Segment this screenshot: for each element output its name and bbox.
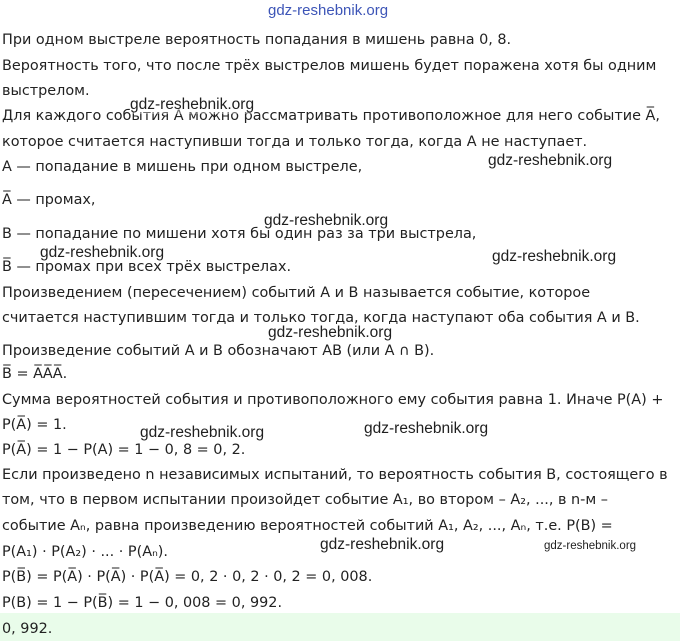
text-line-1: При одном выстреле вероятность попадания в мишень равна 0, 8. xyxy=(2,32,512,48)
watermark-9: gdz-reshebnik.org xyxy=(320,536,445,553)
text-line-3: выстрелом. xyxy=(2,83,90,99)
text-line-5: которое считается наступивши тогда и только тогда, когда A не наступает. xyxy=(2,134,588,150)
text-line-4: Для каждого события A можно рассматривать противоположное для него событие A̅, xyxy=(2,108,660,124)
text-line-6: A — попадание в мишень при одном выстреле, xyxy=(2,159,363,175)
watermark-top: gdz-reshebnik.org xyxy=(268,2,389,19)
text-line-16: P(A̅) = 1 − P(A) = 1 − 0, 8 = 0, 2. xyxy=(2,442,246,458)
watermark-3: gdz-reshebnik.org xyxy=(264,212,389,229)
watermark-2: gdz-reshebnik.org xyxy=(488,152,613,169)
text-line-10: Произведением (пересечением) событий A и B называется событие, которое xyxy=(2,285,591,301)
text-line-15: P(A̅) = 1. xyxy=(2,417,67,433)
watermark-1: gdz-reshebnik.org xyxy=(130,96,255,113)
text-line-18: том, что в первом испытании произойдет событие A₁, во втором – A₂, ..., в n-м – xyxy=(2,492,608,508)
watermark-7: gdz-reshebnik.org xyxy=(140,424,265,441)
text-line-20: P(A₁) · P(A₂) · ... · P(Aₙ). xyxy=(2,544,168,560)
text-line-7: A̅ — промах, xyxy=(2,192,96,208)
text-line-17: Если произведено n независимых испытаний, то вероятность события B, состоящего в xyxy=(2,467,668,483)
watermark-5: gdz-reshebnik.org xyxy=(492,248,617,265)
watermark-10: gdz-reshebnik.org xyxy=(544,540,637,552)
text-line-2: Вероятность того, что после трёх выстрелов мишень будет поражена хотя бы одним xyxy=(2,58,657,74)
text-line-14: Сумма вероятностей события и противоположного ему события равна 1. Иначе P(A) + xyxy=(2,392,664,408)
text-line-19: событие Aₙ, равна произведению вероятностей событий A₁, A₂, ..., Aₙ, т.е. P(B) = xyxy=(2,518,613,534)
text-line-12: Произведение событий A и B обозначают AB (или A ∩ B). xyxy=(2,343,435,359)
text-line-23: 0, 992. xyxy=(2,621,53,637)
text-line-11: считается наступившим тогда и только тогда, когда наступают оба события A и B. xyxy=(2,310,640,326)
text-line-22: P(B) = 1 − P(B̅) = 1 − 0, 008 = 0, 992. xyxy=(2,595,283,611)
text-line-8: B — попадание по мишени хотя бы один раз за три выстрела, xyxy=(2,226,477,242)
watermark-4: gdz-reshebnik.org xyxy=(40,244,165,261)
watermark-8: gdz-reshebnik.org xyxy=(364,420,489,437)
text-line-21: P(B̅) = P(A̅) · P(A̅) · P(A̅) = 0, 2 · 0, 2 · 0, 2 = 0, 008. xyxy=(2,569,373,585)
text-line-9: B̅ — промах при всех трёх выстрелах. xyxy=(2,259,292,275)
watermark-6: gdz-reshebnik.org xyxy=(268,324,393,341)
text-line-13: B̅ = A̅A̅A̅. xyxy=(2,366,68,382)
